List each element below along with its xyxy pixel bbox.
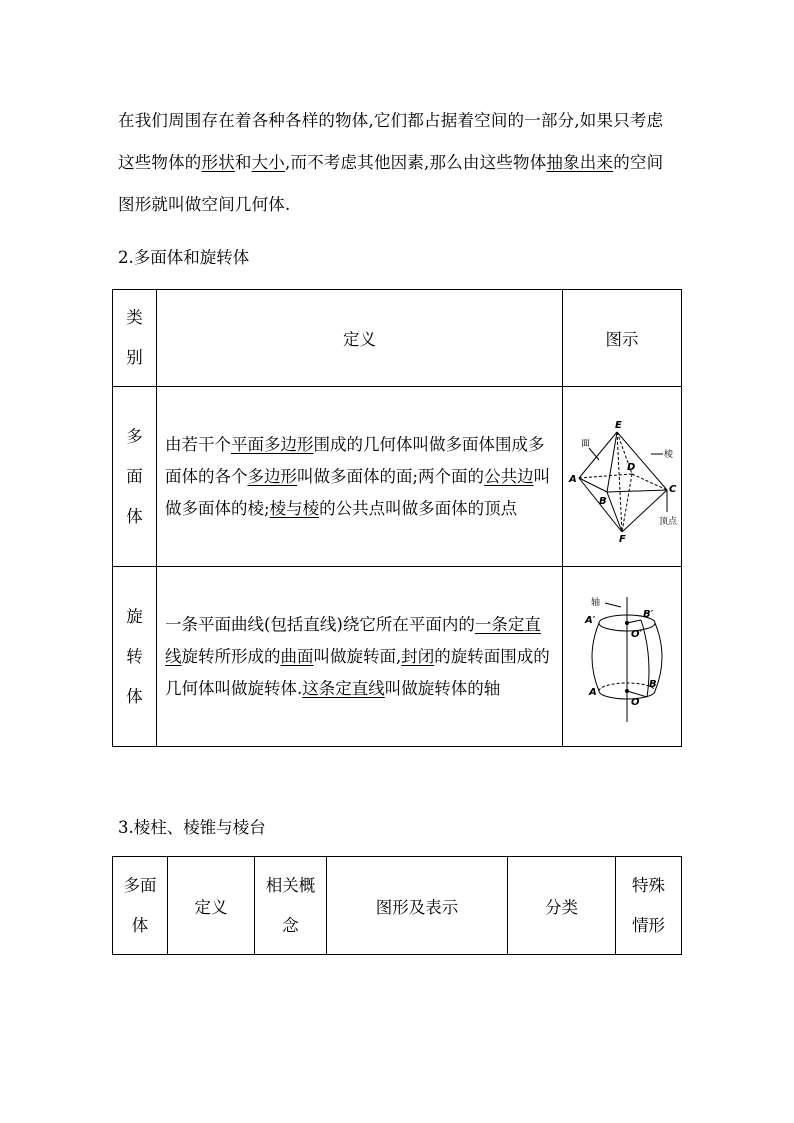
definition-polyhedron: 由若干个平面多边形围成的几何体叫做多面体围成多面体的各个多边形叫做多面体的面;两个面的公共边叫做多面体的棱;棱与棱的公共点叫做多面体的顶点 <box>157 387 563 567</box>
intro-text: 的空间图形就叫做空间几何体. <box>118 153 664 214</box>
intro-text: 在我们周围存在着各种各样的物体,它们都占据着空间的一部分,如果只考虑这些物体的 <box>118 111 664 172</box>
prism-pyramid-frustum-table <box>112 856 682 955</box>
term-shape: 形状 <box>201 153 235 172</box>
figure-polyhedron-cell <box>563 387 682 567</box>
section-2-heading: 2.多面体和旋转体 <box>118 248 250 267</box>
table-header-row <box>113 290 682 387</box>
term-surface: 曲面 <box>280 646 314 666</box>
label-A-prime: A′ <box>585 614 596 626</box>
term-size: 大小 <box>251 153 286 172</box>
header-figure: 图示 <box>563 290 682 387</box>
term-planar-polygon: 平面多边形 <box>231 434 314 454</box>
term-abstract: 抽象出来 <box>546 153 614 172</box>
octahedron-figure <box>567 412 677 542</box>
header-definition: 定义 <box>157 290 563 387</box>
intro-paragraph <box>118 100 678 226</box>
term-fixed-line: 一条定直线 <box>165 614 541 666</box>
label-B-prime: B′ <box>643 608 654 620</box>
label-A: A <box>589 686 597 698</box>
polyhedron-revolution-table <box>112 289 682 747</box>
label-B: B <box>599 495 607 507</box>
term-closed: 封闭 <box>401 646 435 666</box>
term-this-fixed-line: 这条定直线 <box>302 678 385 698</box>
label-edge: 棱 <box>664 449 674 460</box>
intro-text: 和 <box>234 153 252 172</box>
label-E: E <box>615 419 622 431</box>
category-revolution: 旋转体 <box>113 567 157 747</box>
label-F: F <box>619 533 626 542</box>
table-row-polyhedron <box>113 387 682 567</box>
label-vertex: 顶点 <box>659 516 677 527</box>
figure-revolution-cell <box>563 567 682 747</box>
header-definition: 定义 <box>168 857 255 955</box>
label-O: O <box>631 696 640 708</box>
label-D: D <box>627 461 636 473</box>
header-figure-notation: 图形及表示 <box>327 857 508 955</box>
label-face: 面 <box>581 438 591 449</box>
solid-of-revolution-figure <box>567 587 677 727</box>
table-row-revolution <box>113 567 682 747</box>
term-common-edge: 公共边 <box>484 466 534 486</box>
header-polyhedron: 多面体 <box>113 857 168 955</box>
definition-revolution: 一条平面曲线(包括直线)绕它所在平面内的一条定直线旋转所形成的曲面叫做旋转面,封闭的旋转面围成的几何体叫做旋转体.这条定直线叫做旋转体的轴 <box>157 567 563 747</box>
label-C: C <box>669 483 677 495</box>
term-polygon: 多边形 <box>247 466 297 486</box>
label-axis: 轴 <box>591 597 601 608</box>
label-O-prime: O′ <box>631 628 643 640</box>
header-category: 类别 <box>113 290 157 387</box>
header-related-concepts: 相关概念 <box>255 857 327 955</box>
header-classification: 分类 <box>508 857 616 955</box>
table-header-row <box>113 857 682 955</box>
label-A: A <box>569 473 577 485</box>
category-polyhedron: 多面体 <box>113 387 157 567</box>
header-special-cases: 特殊情形 <box>616 857 682 955</box>
section-3-heading: 3.棱柱、棱锥与棱台 <box>118 818 266 837</box>
term-edge-and-edge: 棱与棱 <box>269 498 320 518</box>
intro-text: ,而不考虑其他因素,那么由这些物体 <box>285 153 547 172</box>
label-B: B <box>649 678 657 690</box>
